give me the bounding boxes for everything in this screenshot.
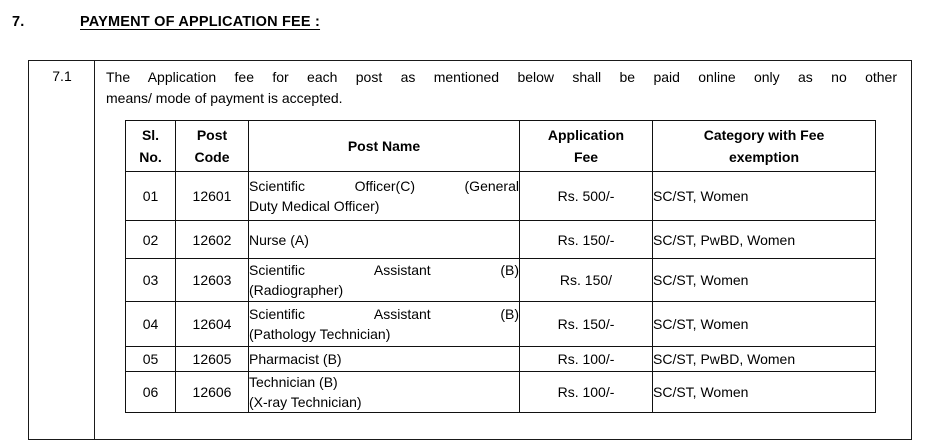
post-name-line-2: (Pathology Technician): [249, 326, 391, 342]
clause-paragraph: [106, 67, 897, 109]
cell-post-name: [249, 172, 520, 221]
column-header-post-code-line1: Post: [196, 127, 228, 143]
cell-post-name: [249, 372, 520, 413]
column-header-post-code-line2: Code: [194, 149, 230, 165]
table-row: [126, 302, 876, 347]
cell-category: SC/ST, Women: [653, 302, 876, 347]
cell-application-fee: Rs. 150/-: [520, 302, 653, 347]
cell-sl-no: 01: [126, 172, 176, 221]
column-header-application-fee-line2: Fee: [573, 149, 599, 165]
clause-number: 7.1: [52, 68, 72, 84]
clause-text-line-1: The Application fee for each post as mentioned below shall be paid online only as no other: [106, 69, 897, 85]
table-row: [126, 259, 876, 302]
clause-text-line-2: means/ mode of payment is accepted.: [106, 90, 343, 106]
column-header-category: [653, 121, 876, 172]
cell-sl-no: 02: [126, 221, 176, 259]
cell-post-code: 12603: [176, 259, 249, 302]
cell-category: SC/ST, Women: [653, 172, 876, 221]
cell-sl-no: 03: [126, 259, 176, 302]
post-name-line-1: Pharmacist (B): [249, 351, 342, 367]
cell-application-fee: Rs. 150/: [520, 259, 653, 302]
application-fee-table: [125, 120, 876, 413]
table-row: [126, 347, 876, 372]
cell-post-name: [249, 302, 520, 347]
fee-table-container: [125, 120, 875, 413]
column-header-sl-no-line1: Sl.: [141, 127, 160, 143]
table-row: [126, 221, 876, 259]
cell-application-fee: Rs. 500/-: [520, 172, 653, 221]
cell-post-code: 12602: [176, 221, 249, 259]
cell-category: SC/ST, PwBD, Women: [653, 221, 876, 259]
cell-post-name: [249, 259, 520, 302]
column-header-sl-no: [126, 121, 176, 172]
cell-application-fee: Rs. 100/-: [520, 347, 653, 372]
section-heading: [0, 14, 925, 42]
column-header-application-fee: [520, 121, 653, 172]
cell-category: SC/ST, Women: [653, 372, 876, 413]
cell-application-fee: Rs. 100/-: [520, 372, 653, 413]
column-header-post-code: [176, 121, 249, 172]
cell-post-name: [249, 347, 520, 372]
post-name-line-2: (X-ray Technician): [249, 394, 362, 410]
post-name-line-1: Scientific Officer(C) (General: [249, 178, 519, 194]
cell-post-name: [249, 221, 520, 259]
column-header-post-name: Post Name: [249, 121, 520, 172]
column-header-application-fee-line1: Application: [547, 127, 625, 143]
cell-post-code: 12606: [176, 372, 249, 413]
cell-category: SC/ST, Women: [653, 259, 876, 302]
cell-category: SC/ST, PwBD, Women: [653, 347, 876, 372]
clause-number-cell: [29, 61, 95, 439]
post-name-line-2: Duty Medical Officer): [249, 198, 380, 214]
cell-post-code: 12605: [176, 347, 249, 372]
post-name-line-1: Scientific Assistant (B): [249, 262, 519, 278]
post-name-line-2: (Radiographer): [249, 282, 344, 298]
table-header-row: [126, 121, 876, 172]
cell-sl-no: 06: [126, 372, 176, 413]
table-row: [126, 172, 876, 221]
cell-application-fee: Rs. 150/-: [520, 221, 653, 259]
column-header-category-line2: exemption: [728, 149, 799, 165]
post-name-line-1: Nurse (A): [249, 231, 309, 248]
cell-post-code: 12601: [176, 172, 249, 221]
section-number: 7.: [12, 14, 25, 30]
cell-post-code: 12604: [176, 302, 249, 347]
cell-sl-no: 05: [126, 347, 176, 372]
column-header-category-line1: Category with Fee: [703, 127, 825, 143]
cell-sl-no: 04: [126, 302, 176, 347]
post-name-line-1: Technician (B): [249, 374, 338, 390]
post-name-line-1: Scientific Assistant (B): [249, 306, 519, 322]
column-header-sl-no-line2: No.: [139, 149, 162, 165]
table-row: [126, 372, 876, 413]
section-title: PAYMENT OF APPLICATION FEE :: [80, 14, 321, 30]
